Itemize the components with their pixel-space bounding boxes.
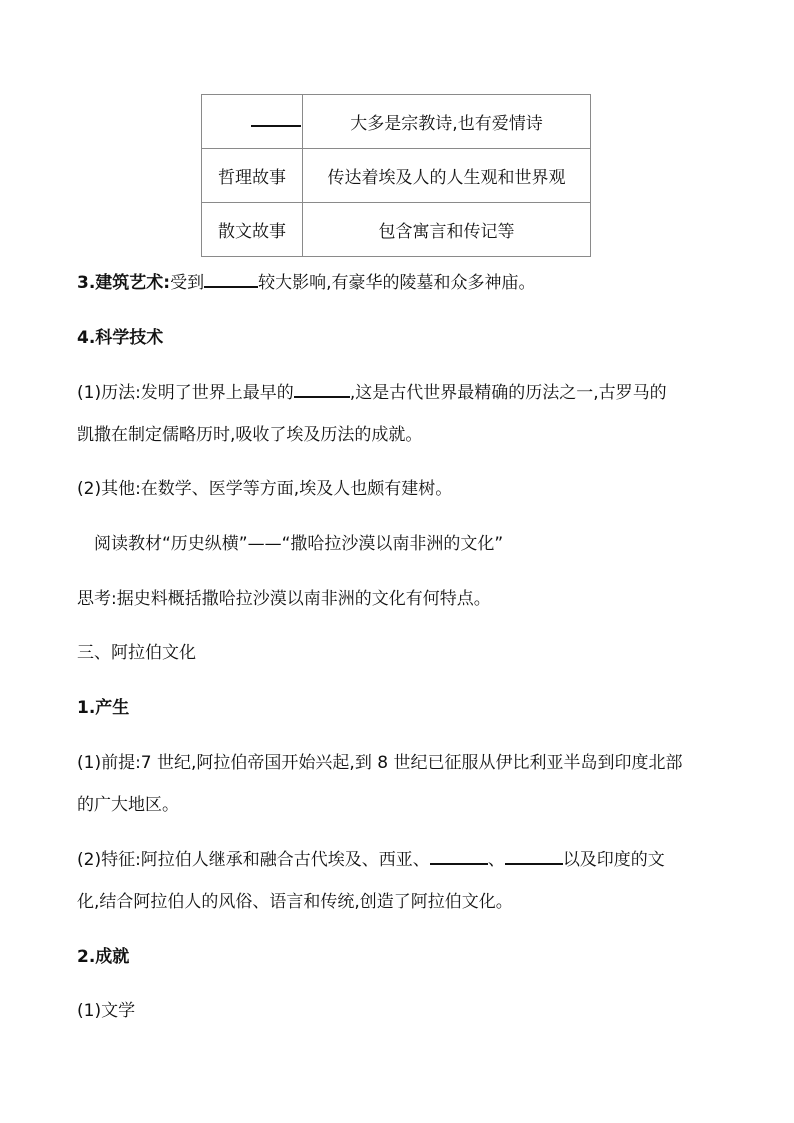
- fill-blank[interactable]: [294, 382, 350, 398]
- literature-line: (1)文学: [77, 1001, 136, 1021]
- achievement-heading: 2.成就: [77, 947, 130, 967]
- calendar-line-2: 凯撒在制定儒略历时,吸收了埃及历法的成就。: [77, 425, 423, 445]
- science-heading: 4.科学技术: [77, 328, 164, 348]
- fill-blank[interactable]: [204, 272, 258, 288]
- table-cell-name: 哲理故事: [202, 149, 303, 203]
- table-row: [202, 149, 591, 203]
- architecture-heading: 3.建筑艺术:: [77, 273, 171, 293]
- origin-heading: 1.产生: [77, 698, 130, 718]
- fill-blank[interactable]: [505, 849, 563, 865]
- table-cell-desc: 传达着埃及人的人生观和世界观: [303, 149, 591, 203]
- table-cell-name: [202, 95, 303, 149]
- architecture-line: 3.建筑艺术:受到 较大影响,有豪华的陵墓和众多神庙。: [77, 273, 536, 293]
- fill-blank[interactable]: [430, 849, 488, 865]
- section-heading: 三、阿拉伯文化: [77, 643, 196, 663]
- fill-blank[interactable]: [251, 111, 301, 127]
- other-line: (2)其他:在数学、医学等方面,埃及人也颇有建树。: [77, 479, 453, 499]
- table-row: [202, 203, 591, 257]
- reading-line: 阅读教材“历史纵横”——“撒哈拉沙漠以南非洲的文化”: [94, 534, 504, 554]
- table-cell-name: 散文故事: [202, 203, 303, 257]
- table-cell-desc: 大多是宗教诗,也有爱情诗: [303, 95, 591, 149]
- premise-line: (1)前提:7 世纪,阿拉伯帝国开始兴起,到 8 世纪已征服从伊比利亚半岛到印度北部: [77, 753, 683, 773]
- table-cell-desc: 包含寓言和传记等: [303, 203, 591, 257]
- calendar-line: (1)历法:发明了世界上最早的 ,这是古代世界最精确的历法之一,古罗马的: [77, 383, 667, 403]
- literature-table: [201, 94, 591, 257]
- feature-line-2: 化,结合阿拉伯人的风俗、语言和传统,创造了阿拉伯文化。: [77, 892, 513, 912]
- think-line: 思考:据史料概括撒哈拉沙漠以南非洲的文化有何特点。: [77, 589, 491, 609]
- table-row: [202, 95, 591, 149]
- feature-line: (2)特征:阿拉伯人继承和融合古代埃及、西亚、 、 以及印度的文: [77, 850, 665, 870]
- premise-line-2: 的广大地区。: [77, 795, 179, 815]
